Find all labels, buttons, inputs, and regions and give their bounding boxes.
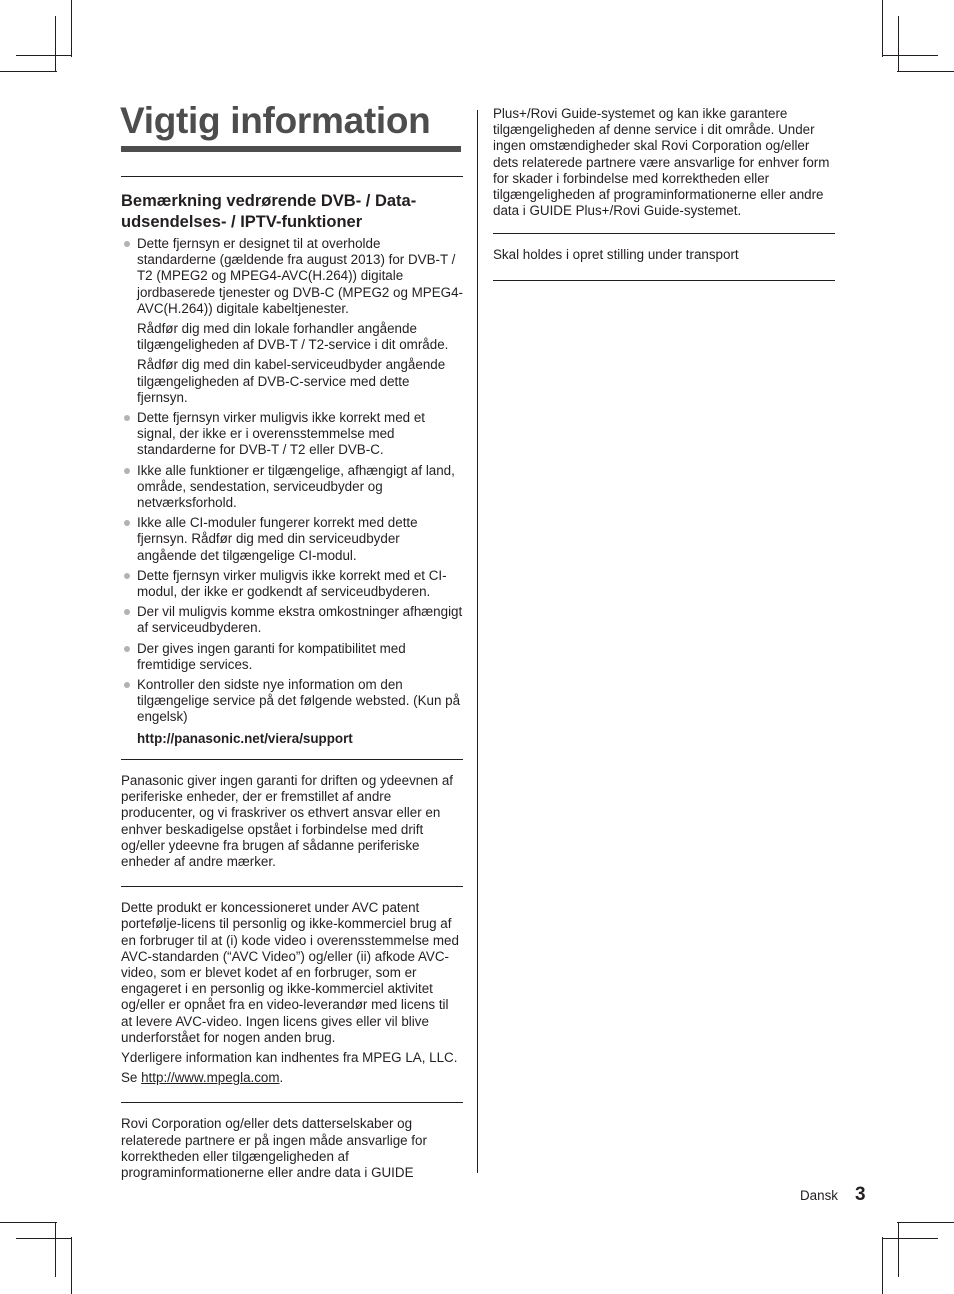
crop-mark [882, 55, 938, 56]
mpegla-link[interactable]: http://www.mpegla.com [141, 1070, 280, 1086]
bullet-dot-icon [124, 682, 130, 688]
section-divider [121, 176, 463, 177]
rovi-notice-text: Rovi Corporation og/eller dets datterselskaber og relaterede partnere er på ingen måde ansvarlige for korrektheden eller tilgængeligheden af programinformationerne eller andre data i GUIDE [121, 1116, 427, 1180]
avc-see-prefix: Se [121, 1070, 142, 1086]
crop-mark [55, 16, 56, 71]
rovi-notice-left [121, 1103, 463, 1181]
bullet-dot-icon [124, 573, 130, 579]
crop-mark [0, 71, 57, 72]
transport-notice-text: Skal holdes i opret stilling under transport [493, 247, 739, 263]
bullet-dot-icon [124, 520, 130, 526]
page-title: Vigtig information [120, 100, 431, 141]
bullet-dot-icon [124, 468, 130, 474]
list-item [121, 236, 463, 406]
column-divider [477, 110, 478, 1173]
list-item [121, 604, 463, 636]
list-item [121, 410, 463, 459]
bullet-dot-icon [124, 241, 130, 247]
left-column [121, 176, 463, 1185]
crop-mark [882, 1237, 883, 1294]
peripheral-notice [121, 760, 463, 886]
bullet-text: Dette fjernsyn er designet til at overholde standarderne (gældende fra august 2013) for DVB-T / T2 (MPEG2 og MPEG4-AVC(H.264)) digitale jordbaserede tjenester og DVB-C (MPEG2 og MPEG4-AVC(H.264)) digitale kabeltjenester. [137, 236, 463, 316]
list-item [121, 463, 463, 512]
crop-mark [0, 1222, 57, 1223]
bullet-subparagraph: Rådfør dig med din lokale forhandler angående tilgængeligheden af DVB-T / T2-service i dit område. [137, 321, 449, 353]
bullet-dot-icon [124, 646, 130, 652]
list-item [121, 515, 463, 564]
crop-mark [898, 16, 899, 71]
crop-mark [71, 0, 72, 57]
support-website-link[interactable]: http://panasonic.net/viera/support [137, 730, 353, 746]
bullet-text: Der vil muligvis komme ekstra omkostninger afhængigt af serviceudbyderen. [137, 604, 463, 636]
bullet-dot-icon [124, 415, 130, 421]
crop-mark [898, 1222, 899, 1277]
avc-more-info: Yderligere information kan indhentes fra MPEG LA, LLC. [121, 1049, 458, 1065]
title-underline [121, 146, 461, 152]
section-divider [493, 280, 835, 281]
avc-see-line [121, 1070, 463, 1086]
peripheral-notice-text: Panasonic giver ingen garanti for driften og ydeevnen af periferiske enheder, der er fremstillet af andre producenter, og vi fraskriver os ethvert ansvar eller en enhver beskadigelse opstået i forbindelse med drift og/eller ydeevne fra brugen af sådanne periferiske enheder af andre mærker. [121, 772, 454, 869]
crop-mark [897, 1222, 954, 1223]
avc-notice [121, 887, 463, 1102]
footer-language: Dansk [800, 1188, 838, 1203]
rovi-notice-continued: Plus+/Rovi Guide-systemet og kan ikke garantere tilgængeligheden af denne service i dit område. Under ingen omstændigheder skal Rovi Corporation og/eller dets relaterede partnere være ansvarlige for enhver form for skader i forbindelse med korrektheden eller tilgængeligheden af programinformationerne eller andre data i GUIDE Plus+/Rovi Guide-systemet. [493, 106, 830, 219]
crop-mark [55, 1222, 56, 1277]
bullet-subparagraph: Rådfør dig med din kabel-serviceudbyder angående tilgængeligheden af DVB-C-service med dette fjernsyn. [137, 357, 446, 405]
crop-mark [16, 55, 71, 56]
crop-mark [897, 71, 954, 72]
bullet-dot-icon [124, 609, 130, 615]
crop-mark [71, 1237, 72, 1294]
bullet-text: Dette fjernsyn virker muligvis ikke korrekt med et signal, der ikke er i overensstemmelse med standarderne for DVB-T / T2 eller DVB-C. [137, 410, 425, 458]
page-number: 3 [855, 1184, 866, 1205]
bullet-text: Ikke alle CI-moduler fungerer korrekt med dette fjernsyn. Rådfør dig med din serviceudbyder angående det tilgængelige CI-modul. [137, 515, 418, 563]
list-item [121, 641, 463, 673]
crop-mark [882, 0, 883, 57]
right-column [493, 106, 835, 281]
avc-see-suffix: . [279, 1070, 284, 1086]
list-item [121, 677, 463, 747]
bullet-text: Ikke alle funktioner er tilgængelige, afhængigt af land, område, sendestation, serviceudbyder og netværksforhold. [137, 462, 455, 511]
transport-notice [493, 234, 835, 279]
bullet-text: Dette fjernsyn virker muligvis ikke korrekt med et CI-modul, der ikke er godkendt af serviceudbyderen. [137, 567, 447, 600]
bullet-text: Kontroller den sidste nye information om den tilgængelige service på det følgende websted. (Kun på engelsk) [137, 677, 461, 725]
list-item [121, 568, 463, 600]
avc-notice-text: Dette produkt er koncessioneret under AVC patent portefølje-licens til personlig og ikke-kommerciel brug af en forbruger til at (i) kode video i overensstemmelse med AVC-standarden (“AVC Video”) og/eller (ii) afkode AVC-video, som er blevet kodet af en forbruger, som er engageret i en personlig og ikke-kommerciel aktivitet og/eller er opnået fra en video-leverandør med licens til at levere AVC-video. Ingen licens gives eller vil blive underforstået for nogen anden brug. [121, 900, 459, 1045]
bullet-text: Der gives ingen garanti for kompatibilitet med fremtidige services. [137, 640, 406, 672]
crop-mark [16, 1238, 71, 1239]
dvb-section-heading: Bemærkning vedrørende DVB- / Data-udsendelses- / IPTV-funktioner [121, 192, 417, 231]
dvb-bullet-list [121, 236, 463, 747]
crop-mark [882, 1238, 938, 1239]
